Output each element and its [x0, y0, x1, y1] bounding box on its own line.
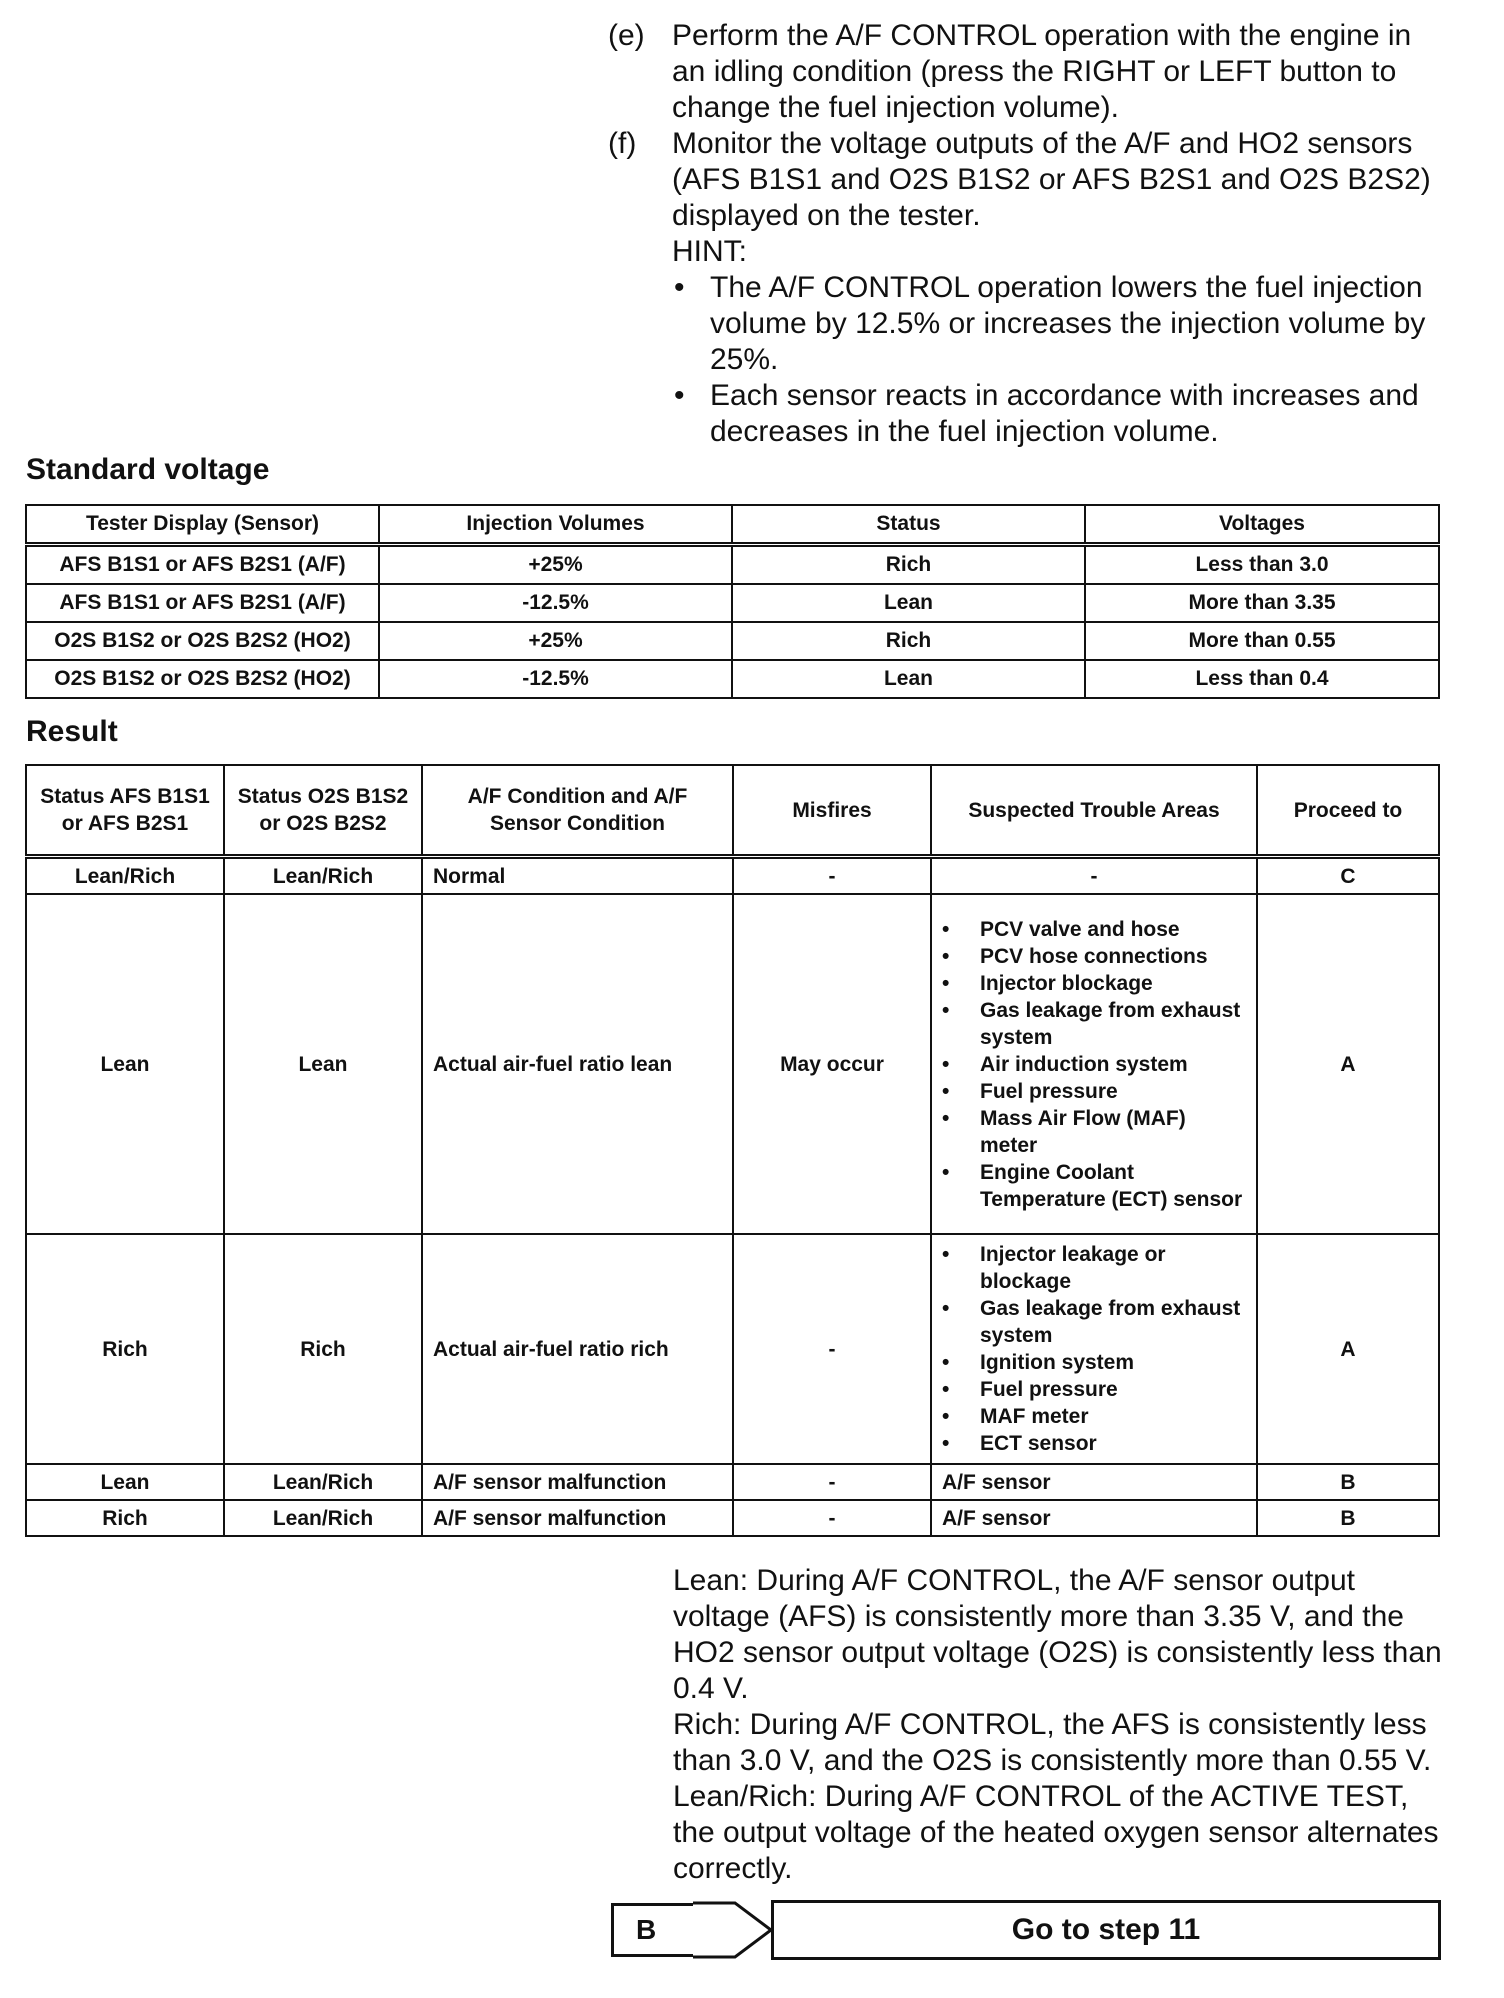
trouble-text: ECT sensor: [980, 1432, 1097, 1455]
bullet-icon: •: [942, 944, 950, 968]
bullet-icon: •: [942, 1297, 950, 1320]
list-item: [942, 1349, 1248, 1376]
column-header: Proceed to: [1257, 765, 1439, 857]
trouble-cell: -: [931, 857, 1257, 895]
standard-voltage-heading: Standard voltage: [26, 453, 270, 486]
standard-voltage-table: [25, 504, 1440, 699]
afs-status-cell: Lean/Rich: [26, 857, 224, 895]
table-header-row: [26, 505, 1439, 545]
o2s-status-cell: Lean/Rich: [224, 1500, 422, 1536]
result-heading: Result: [26, 715, 118, 748]
bullet-icon: •: [942, 998, 950, 1022]
column-header: Suspected Trouble Areas: [931, 765, 1257, 857]
sensor-cell: AFS B1S1 or AFS B2S1 (A/F): [26, 584, 379, 622]
hint-item: [672, 270, 1438, 378]
voltage-cell: More than 3.35: [1085, 584, 1439, 622]
injection-cell: -12.5%: [379, 584, 732, 622]
misfires-cell: -: [733, 1464, 931, 1500]
bullet-icon: •: [942, 1378, 950, 1401]
column-header: Status AFS B1S1 or AFS B2S1: [26, 765, 224, 857]
table-row: [26, 857, 1439, 895]
afs-status-cell: Rich: [26, 1500, 224, 1536]
trouble-text: Fuel pressure: [980, 1079, 1118, 1103]
note-rich: Rich: During A/F CONTROL, the AFS is consistently less than 3.0 V, and the O2S is consistently more than 0.55 V.: [673, 1708, 1432, 1777]
list-item: [942, 1105, 1248, 1159]
status-cell: Rich: [732, 545, 1085, 585]
result-notes: [673, 1563, 1443, 1887]
column-header: Status: [732, 505, 1085, 545]
hint-text: The A/F CONTROL operation lowers the fuel injection volume by 12.5% or increases the injection volume by 25%.: [710, 271, 1426, 376]
trouble-cell: A/F sensor: [931, 1500, 1257, 1536]
voltage-cell: More than 0.55: [1085, 622, 1439, 660]
bullet-icon: •: [674, 271, 685, 304]
goto-navigation: [611, 1900, 1441, 1966]
proceed-cell: B: [1257, 1464, 1439, 1500]
list-item: [942, 1403, 1248, 1430]
hint-text: Each sensor reacts in accordance with increases and decreases in the fuel injection volume.: [710, 379, 1419, 448]
misfires-cell: -: [733, 1234, 931, 1464]
table-row: [26, 622, 1439, 660]
sensor-cell: O2S B1S2 or O2S B2S2 (HO2): [26, 660, 379, 698]
list-item: [942, 943, 1248, 970]
trouble-text: PCV valve and hose: [980, 917, 1180, 941]
condition-cell: A/F sensor malfunction: [422, 1464, 733, 1500]
afs-status-cell: Lean: [26, 1464, 224, 1500]
table-row: [26, 894, 1439, 1234]
result-table: [25, 764, 1440, 1537]
trouble-text: Engine Coolant Temperature (ECT) sensor: [980, 1160, 1243, 1211]
list-item: [942, 970, 1248, 997]
list-item: [942, 1241, 1248, 1295]
sensor-cell: AFS B1S1 or AFS B2S1 (A/F): [26, 545, 379, 585]
trouble-text: Gas leakage from exhaust system: [980, 998, 1241, 1049]
condition-cell: Normal: [422, 857, 733, 895]
step-text: Perform the A/F CONTROL operation with the engine in an idling condition (press the RIGHT or LEFT button to change the fuel injection volume).: [672, 19, 1412, 124]
trouble-cell: A/F sensor: [931, 1464, 1257, 1500]
o2s-status-cell: Lean/Rich: [224, 857, 422, 895]
misfires-cell: -: [733, 857, 931, 895]
list-item: [942, 1159, 1248, 1213]
bullet-icon: •: [942, 1405, 950, 1428]
trouble-text: Injector blockage: [980, 971, 1153, 995]
o2s-status-cell: Lean: [224, 894, 422, 1234]
column-header: Tester Display (Sensor): [26, 505, 379, 545]
column-header: Voltages: [1085, 505, 1439, 545]
proceed-cell: B: [1257, 1500, 1439, 1536]
bullet-icon: •: [942, 1351, 950, 1374]
trouble-cell: [931, 894, 1257, 1234]
step-letter: (e): [608, 19, 645, 52]
list-item: [942, 1051, 1248, 1078]
voltage-cell: Less than 3.0: [1085, 545, 1439, 585]
column-header: Injection Volumes: [379, 505, 732, 545]
trouble-cell: [931, 1234, 1257, 1464]
voltage-cell: Less than 0.4: [1085, 660, 1439, 698]
o2s-status-cell: Rich: [224, 1234, 422, 1464]
trouble-list: [942, 910, 1248, 1219]
trouble-text: Injector leakage or blockage: [980, 1243, 1166, 1293]
list-item: [942, 997, 1248, 1051]
list-item: [942, 916, 1248, 943]
condition-cell: Actual air-fuel ratio lean: [422, 894, 733, 1234]
bullet-icon: •: [942, 1432, 950, 1455]
status-cell: Rich: [732, 622, 1085, 660]
trouble-text: MAF meter: [980, 1405, 1089, 1428]
bullet-icon: •: [942, 1160, 950, 1184]
injection-cell: -12.5%: [379, 660, 732, 698]
column-header: Misfires: [733, 765, 931, 857]
bullet-icon: •: [674, 379, 685, 412]
bullet-icon: •: [942, 971, 950, 995]
bullet-icon: •: [942, 1243, 950, 1266]
hint-item: [672, 378, 1438, 450]
status-cell: Lean: [732, 584, 1085, 622]
table-row: [26, 660, 1439, 698]
misfires-cell: -: [733, 1500, 931, 1536]
hint-list: [608, 270, 1438, 450]
sensor-cell: O2S B1S2 or O2S B2S2 (HO2): [26, 622, 379, 660]
table-row: [26, 545, 1439, 585]
status-cell: Lean: [732, 660, 1085, 698]
step-text: Monitor the voltage outputs of the A/F and HO2 sensors (AFS B1S1 and O2S B1S2 or AFS B2S1 and O2S B2S2) displayed on the tester.: [672, 127, 1431, 232]
goto-letter: B: [611, 1903, 695, 1957]
step-f: [608, 126, 1438, 234]
trouble-text: PCV hose connections: [980, 944, 1208, 968]
table-row: [26, 584, 1439, 622]
trouble-text: Mass Air Flow (MAF) meter: [980, 1106, 1186, 1157]
trouble-list: [942, 1235, 1248, 1463]
afs-status-cell: Lean: [26, 894, 224, 1234]
afs-status-cell: Rich: [26, 1234, 224, 1464]
list-item: [942, 1295, 1248, 1349]
step-letter: (f): [608, 127, 637, 160]
injection-cell: +25%: [379, 545, 732, 585]
arrow-right-icon: [691, 1900, 775, 1960]
column-header: A/F Condition and A/F Sensor Condition: [422, 765, 733, 857]
trouble-text: Ignition system: [980, 1351, 1135, 1374]
list-item: [942, 1376, 1248, 1403]
proceed-cell: A: [1257, 894, 1439, 1234]
note-lean: Lean: During A/F CONTROL, the A/F sensor output voltage (AFS) is consistently more than 3.35 V, and the HO2 sensor output voltage (O2S) is consistently less than 0.4 V.: [673, 1564, 1442, 1705]
condition-cell: A/F sensor malfunction: [422, 1500, 733, 1536]
list-item: [942, 1430, 1248, 1457]
table-row: [26, 1464, 1439, 1500]
trouble-text: Fuel pressure: [980, 1378, 1118, 1401]
injection-cell: +25%: [379, 622, 732, 660]
note-lean-rich: Lean/Rich: During A/F CONTROL of the ACTIVE TEST, the output voltage of the heated oxygen sensor alternates correctly.: [673, 1780, 1439, 1885]
table-row: [26, 1500, 1439, 1536]
trouble-text: Gas leakage from exhaust system: [980, 1297, 1241, 1347]
hint-title: HINT:: [672, 235, 747, 268]
trouble-text: Air induction system: [980, 1052, 1188, 1076]
table-header-row: [26, 765, 1439, 857]
o2s-status-cell: Lean/Rich: [224, 1464, 422, 1500]
bullet-icon: •: [942, 917, 950, 941]
proceed-cell: A: [1257, 1234, 1439, 1464]
table-row: [26, 1234, 1439, 1464]
column-header: Status O2S B1S2 or O2S B2S2: [224, 765, 422, 857]
misfires-cell: May occur: [733, 894, 931, 1234]
goto-step-button[interactable]: Go to step 11: [771, 1900, 1441, 1960]
list-item: [942, 1078, 1248, 1105]
proceed-cell: C: [1257, 857, 1439, 895]
bullet-icon: •: [942, 1106, 950, 1130]
procedure-steps: [608, 18, 1438, 450]
bullet-icon: •: [942, 1079, 950, 1103]
bullet-icon: •: [942, 1052, 950, 1076]
condition-cell: Actual air-fuel ratio rich: [422, 1234, 733, 1464]
step-e: [608, 18, 1438, 126]
